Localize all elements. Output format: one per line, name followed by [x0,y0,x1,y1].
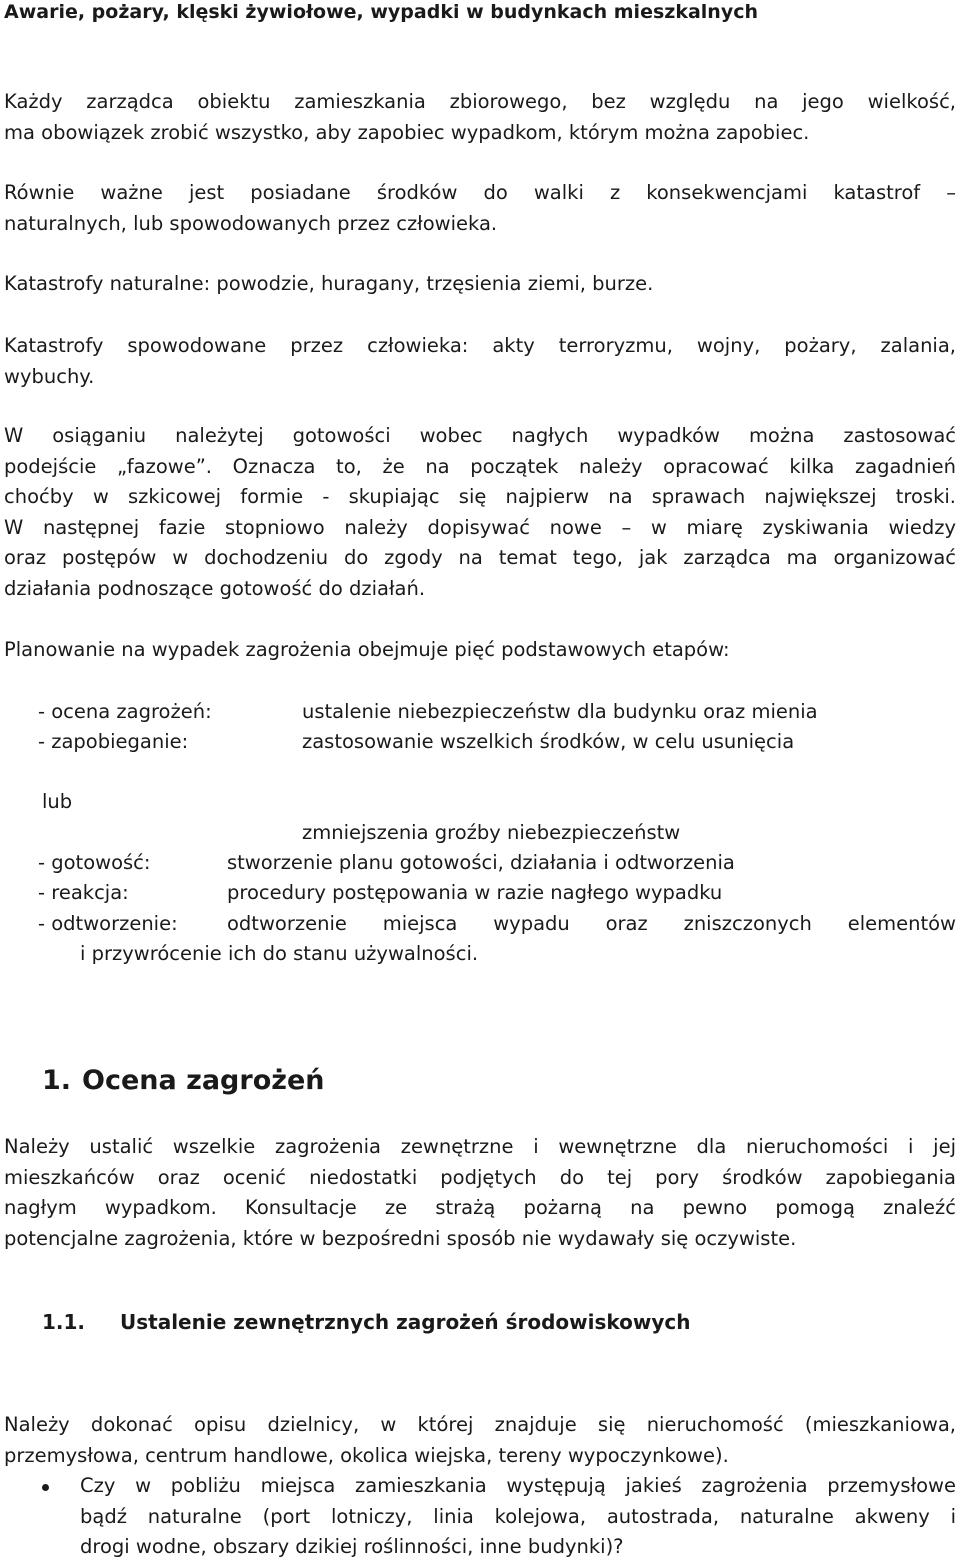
stage-term: - zapobieganie: [38,730,189,753]
bullet-item [80,1471,956,1563]
stage-term: - reakcja: [38,881,129,904]
section-title: Ocena zagrożeń [82,1065,325,1096]
section-number: 1. [42,1065,72,1096]
text-line: oraz postępów w dochodzeniu do zgody na temat tego, jak zarządca ma organizować [4,546,956,569]
subsection-title: Ustalenie zewnętrznych zagrożeń środowiskowych [120,1310,691,1334]
stage-description: zmniejszenia groźby niebezpieczeństw [302,821,681,844]
text-line: W osiąganiu należytej gotowości wobec nagłych wypadków można zastosować [4,424,956,447]
text-line: mieszkańców oraz ocenić niedostatki podjętych do tej pory środków zapobiegania [4,1165,956,1189]
text-line: W następnej fazie stopniowo należy dopisywać nowe – w miarę zyskiwania wiedzy [4,515,956,539]
subsection-body [4,1410,956,1471]
stage-term: - odtworzenie: [38,912,178,935]
stage-description: ustalenie niebezpieczeństw dla budynku oraz mienia [302,700,818,723]
text-line: Należy ustalić wszelkie zagrożenia zewnętrzne i wewnętrzne dla nieruchomości i jej [4,1135,956,1158]
text-line: podejście „fazowe”. Oznacza to, że na początek należy opracować kilka zagadnień [4,454,956,478]
text-line: Należy dokonać opisu dzielnicy, w której znajduje się nieruchomość (mieszkaniowa, [4,1413,956,1436]
stage-term: - ocena zagrożeń: [38,700,212,723]
text-line: Katastrofy spowodowane przez człowieka: akty terroryzmu, wojny, pożary, zalania, [4,334,956,357]
text-line: Czy w pobliżu miejsca zamieszkania występują jakieś zagrożenia przemysłowe [80,1474,956,1497]
text-line: przemysłowa, centrum handlowe, okolica wiejska, tereny wypoczynkowe). [4,1443,729,1467]
text-line: potencjalne zagrożenia, które w bezpośredni sposób nie wydawały się oczywiste. [4,1226,797,1250]
document-title: Awarie, pożary, klęski żywiołowe, wypadki w budynkach mieszkalnych [4,1,758,23]
bullet-icon [42,1484,49,1491]
stage-description-continued: i przywrócenie ich do stanu używalności. [80,942,479,965]
text-line: naturalnych, lub spowodowanych przez człowieka. [4,211,498,235]
section-heading [42,1063,325,1099]
subsection-heading [42,1307,691,1338]
stage-description [227,909,956,940]
stage-description: zastosowanie wszelkich środków, w celu usunięcia [302,730,795,753]
text-line: ma obowiązek zrobić wszystko, aby zapobiec wypadkom, którym można zapobiec. [4,120,810,144]
stage-description: procedury postępowania w razie nagłego wypadku [227,881,723,904]
text-line: nagłym wypadkom. Konsultacje ze strażą pożarną na pewno pomogą znaleźć [4,1196,956,1219]
text-line: Każdy zarządca obiektu zamieszkania zbiorowego, bez względu na jego wielkość, [4,90,956,113]
stage-connector: lub [42,790,73,813]
stage-term: - gotowość: [38,851,151,874]
text-line: Katastrofy naturalne: powodzie, huragany, trzęsienia ziemi, burze. [4,272,654,295]
text-line: wybuchy. [4,364,95,388]
intro-paragraph-3 [4,269,956,300]
text-line: Równie ważne jest posiadane środków do walki z konsekwencjami katastrof – [4,181,956,204]
intro-paragraph-6 [4,635,956,666]
stage-description: stworzenie planu gotowości, działania i odtworzenia [227,851,735,874]
section-body [4,1132,956,1254]
text-line: bądź naturalne (port lotniczy, linia kolejowa, autostrada, naturalne akweny i [80,1504,956,1528]
text-line: odtworzenie miejsca wypadu oraz zniszczonych elementów [227,912,956,935]
subsection-number: 1.1. [42,1310,86,1334]
text-line: choćby w szkicowej formie - skupiając się najpierw na sprawach największej troski. [4,485,956,508]
text-line: Planowanie na wypadek zagrożenia obejmuje pięć podstawowych etapów: [4,638,730,661]
intro-paragraph-2 [4,178,956,239]
intro-paragraph-5 [4,421,956,604]
text-line: drogi wodne, obszary dzikiej roślinności, inne budynki)? [80,1535,624,1558]
intro-paragraph-4 [4,331,956,392]
intro-paragraph-1 [4,87,956,148]
text-line: działania podnoszące gotowość do działań. [4,576,426,600]
